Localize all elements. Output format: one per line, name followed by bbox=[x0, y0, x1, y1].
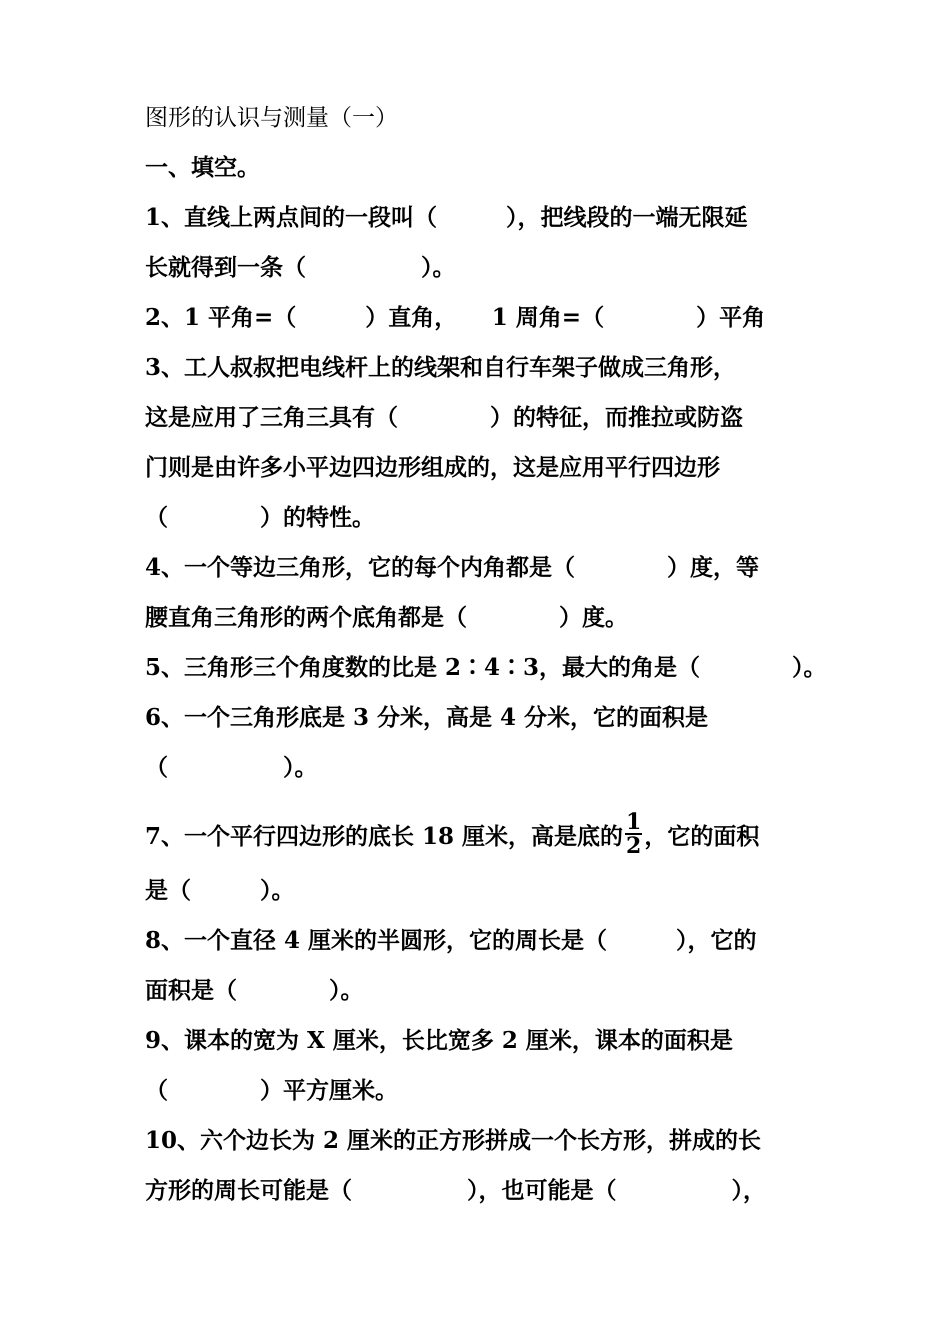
question-10-line-1: 10、六个边长为 2 厘米的正方形拼成一个长方形，拼成的长 bbox=[145, 1127, 762, 1154]
question-1-line-2: 长就得到一条（ ）。 bbox=[145, 254, 456, 281]
question-7-line-1 bbox=[145, 809, 825, 861]
question-3-line-1: 3、工人叔叔把电线杆上的线架和自行车架子做成三角形， bbox=[145, 354, 737, 381]
question-10-line-2: 方形的周长可能是（ ），也可能是（ ）， bbox=[145, 1177, 766, 1204]
question-1-line-1: 1、直线上两点间的一段叫（ ），把线段的一端无限延 bbox=[145, 204, 748, 231]
section-heading-fill-blank: 一、填空。 bbox=[145, 154, 260, 181]
question-7-suffix: ，它的面积 bbox=[644, 823, 760, 850]
question-6-line-2: （ ）。 bbox=[145, 754, 318, 781]
question-4-line-1: 4、一个等边三角形，它的每个内角都是（ ）度，等 bbox=[145, 554, 760, 581]
question-5-line-1: 5、三角形三个角度数的比是 2∶4∶3，最大的角是（ ）。 bbox=[145, 654, 827, 681]
question-9-line-2: （ ）平方厘米。 bbox=[145, 1077, 398, 1104]
question-9-line-1: 9、课本的宽为 X 厘米，长比宽多 2 厘米，课本的面积是 bbox=[145, 1027, 733, 1054]
question-7-prefix: 7、一个平行四边形的底长 18 厘米，高是底的 bbox=[145, 823, 624, 850]
question-3-line-2: 这是应用了三角三具有（ ）的特征，而推拉或防盗 bbox=[145, 404, 743, 431]
question-7-line-2: 是（ ）。 bbox=[145, 877, 295, 904]
question-8-line-2: 面积是（ ）。 bbox=[145, 977, 364, 1004]
question-8-line-1: 8、一个直径 4 厘米的半圆形，它的周长是（ ），它的 bbox=[145, 927, 757, 954]
question-3-line-3: 门则是由许多小平边四边形组成的，这是应用平行四边形 bbox=[145, 454, 720, 481]
question-4-line-2: 腰直角三角形的两个底角都是（ ）度。 bbox=[145, 604, 628, 631]
fraction-numerator: 1 bbox=[626, 809, 642, 835]
fraction-denominator: 2 bbox=[626, 833, 642, 859]
question-3-line-4: （ ）的特性。 bbox=[145, 504, 375, 531]
question-6-line-1: 6、一个三角形底是 3 分米，高是 4 分米，它的面积是 bbox=[145, 704, 709, 731]
question-2-line-1: 2、1 平角=（ ）直角， 1 周角=（ ）平角 bbox=[145, 304, 766, 331]
fraction-one-half bbox=[625, 811, 642, 857]
page-title: 图形的认识与测量（一） bbox=[145, 105, 398, 131]
